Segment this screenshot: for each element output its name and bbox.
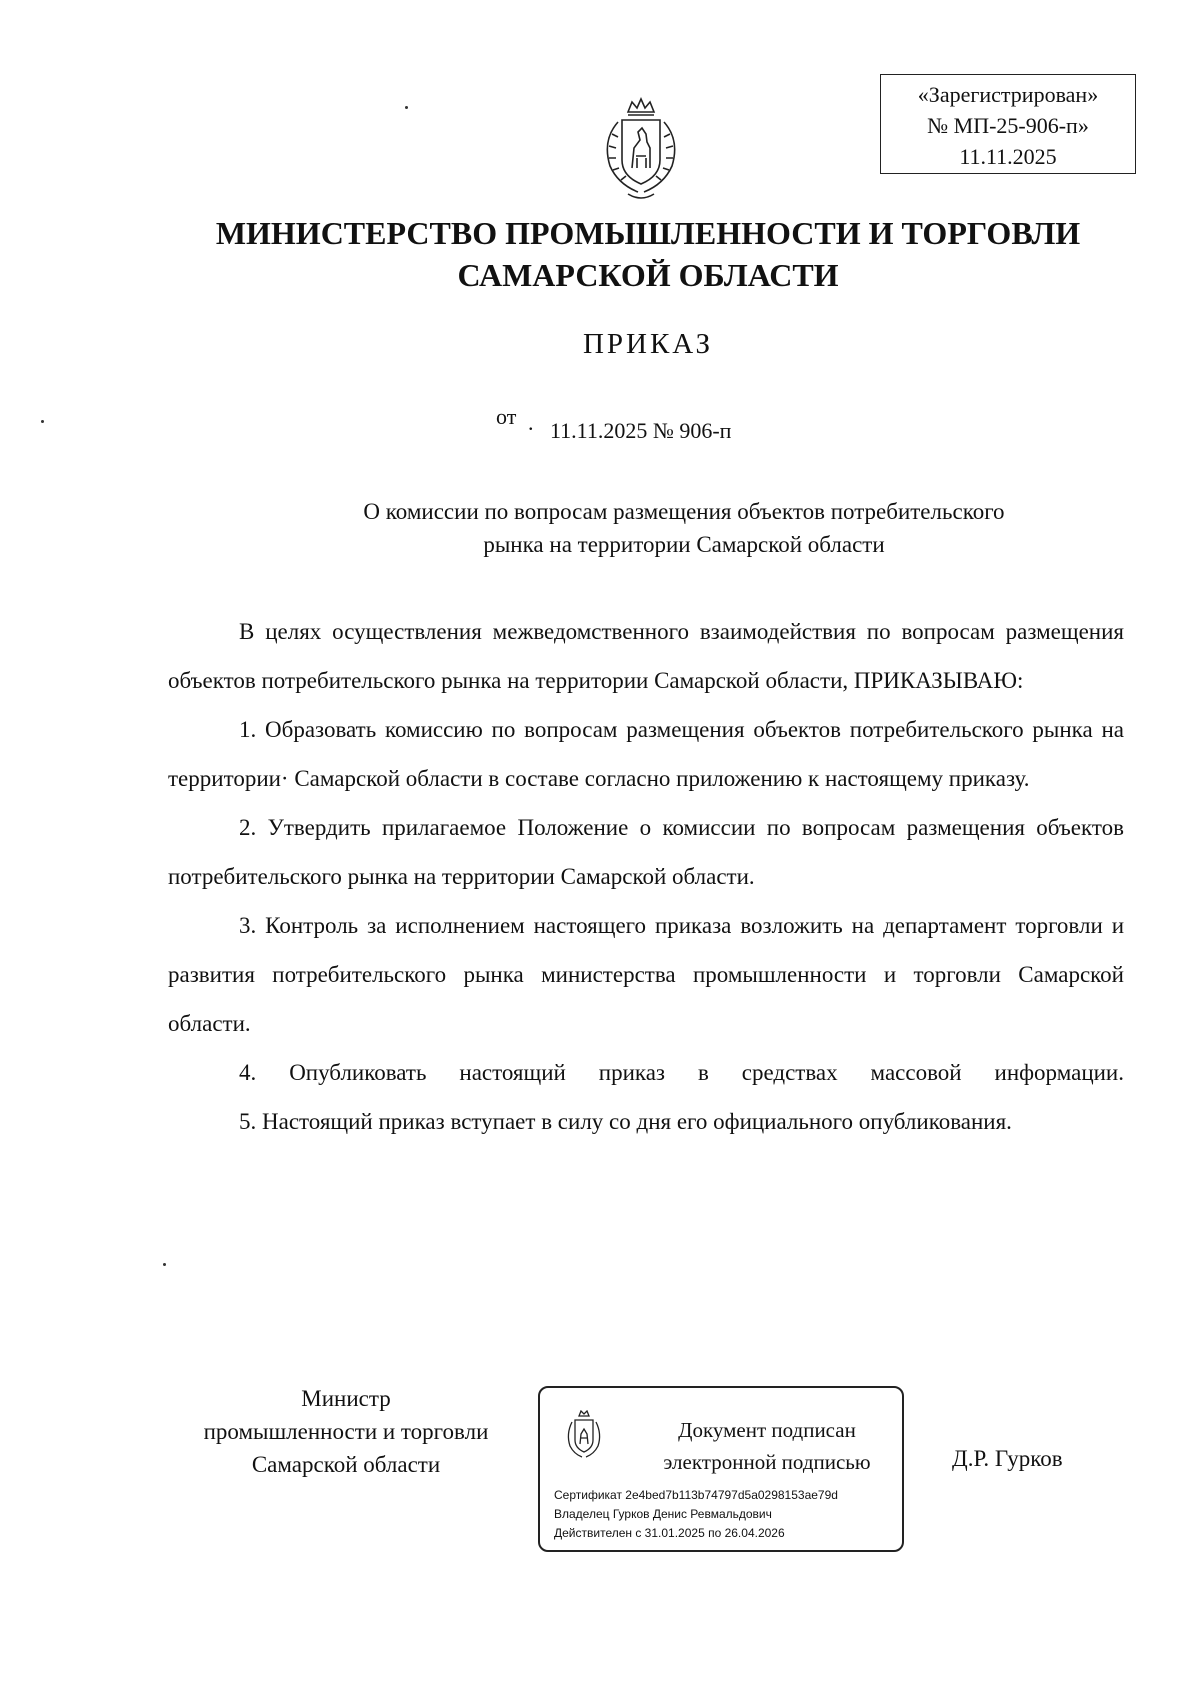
document-title: ПРИКАЗ <box>582 328 714 360</box>
ministry-name-line2: САМАРСКОЙ ОБЛАСТИ <box>457 257 839 293</box>
date-dot-mark: . <box>528 410 534 435</box>
esig-owner: Владелец Гурков Денис Ревмальдович <box>554 1507 772 1521</box>
order-subject <box>270 495 1098 561</box>
order-date-number: 11.11.2025 № 906-п <box>550 418 732 443</box>
scan-speck <box>163 1263 166 1266</box>
signer-position <box>158 1382 534 1481</box>
registration-stamp-status: «Зарегистрирован» <box>917 82 1099 107</box>
order-item-1: 1. Образовать комиссию по вопросам размещения объектов потребительского рынка на территории· Самарской области в составе согласно приложению к настоящему приказу. <box>168 717 1124 791</box>
registration-stamp-number: № МП-25-906-п» <box>927 113 1089 138</box>
signer-position-line1: Министр <box>301 1386 391 1411</box>
order-item-3: 3. Контроль за исполнением настоящего приказа возложить на департамент торговли и развития потребительского рынка министерства промышленности и торговли Самарской области. <box>168 913 1124 1036</box>
signer-name: Д.Р. Гурков <box>952 1446 1063 1471</box>
scan-speck <box>405 106 408 109</box>
order-item-4: 4. Опубликовать настоящий приказ в средствах массовой информации. <box>239 1060 1124 1085</box>
esig-title-line2: электронной подписью <box>663 1450 871 1474</box>
ministry-name-line1: МИНИСТЕРСТВО ПРОМЫШЛЕННОСТИ И ТОРГОВЛИ <box>215 215 1081 251</box>
registration-stamp <box>880 74 1136 174</box>
scan-speck <box>41 420 44 423</box>
signer-position-line2: промышленности и торговли <box>203 1419 489 1444</box>
esig-title-line1: Документ подписан <box>678 1418 856 1442</box>
esig-details <box>554 1486 838 1543</box>
esig-coat-of-arms-icon <box>564 1410 604 1460</box>
order-item-5: 5. Настоящий приказ вступает в силу со дня его официального опубликования. <box>239 1109 1012 1134</box>
ministry-name <box>0 212 1200 296</box>
esig-certificate: Сертификат 2e4bed7b113b74797d5a0298153ae79d <box>554 1488 838 1502</box>
esig-validity: Действителен с 31.01.2025 по 26.04.2026 <box>554 1526 785 1540</box>
esig-title <box>636 1414 898 1478</box>
order-body <box>168 607 1124 1146</box>
signer-position-line3: Самарской области <box>251 1452 441 1477</box>
order-subject-line1: О комиссии по вопросам размещения объектов потребительского <box>363 499 1005 524</box>
registration-stamp-date: 11.11.2025 <box>959 144 1057 169</box>
preamble-paragraph: В целях осуществления межведомственного взаимодействия по вопросам размещения объектов потребительского рынка на территории Самарской области, ПРИКАЗЫВАЮ: <box>168 619 1124 693</box>
date-prefix: от <box>496 404 517 429</box>
samara-coat-of-arms-icon <box>592 96 690 204</box>
order-item-2: 2. Утвердить прилагаемое Положение о комиссии по вопросам размещения объектов потребительского рынка на территории Самарской области. <box>168 815 1124 889</box>
electronic-signature-stamp <box>538 1386 904 1552</box>
order-subject-line2: рынка на территории Самарской области <box>483 532 885 557</box>
